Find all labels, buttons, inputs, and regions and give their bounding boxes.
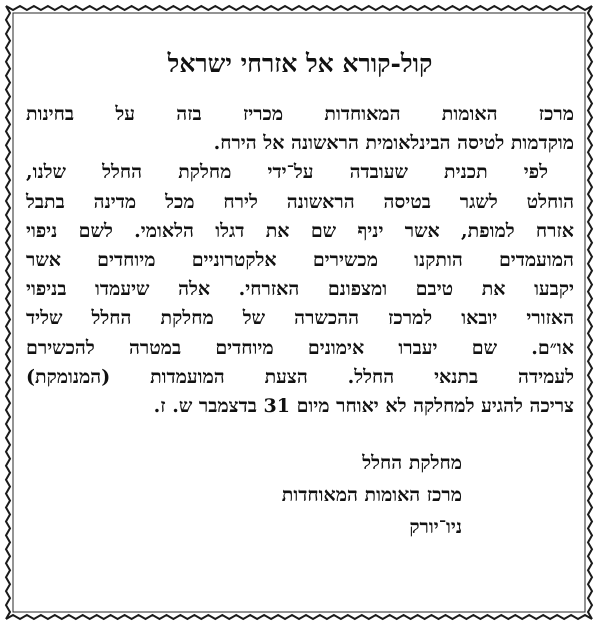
notice-body	[26, 100, 574, 421]
body-line: האזורי יובאו למרכז ההכשרה של מחלקת החלל שליד	[26, 307, 574, 330]
body-line: או״ם. שם יעברו אימונים מיוחדים במטרה להכשירם	[26, 336, 574, 359]
notice-title: קול-קורא אל אזרחי ישראל	[167, 49, 433, 78]
body-line: המועמדים הותקנו מכשירים אלקטרוניים מיוחדים אשר	[26, 248, 574, 271]
body-line: צריכה להגיע למחלקה לא יאוחר מיום 31 בדצמבר ש. ז.	[153, 394, 574, 417]
body-line: לפי תכנית שעובדה על־ידי מחלקת החלל שלנו,	[26, 161, 548, 184]
body-line: מוקדמות לטיסה הבינלאומית הראשונה אל הירח.	[213, 132, 574, 155]
signature-block	[26, 447, 574, 543]
notice-content	[26, 38, 574, 543]
body-line: יקבעו את טיבם ומצפונם האזרחי. אלה שיעמדו בניפוי	[26, 278, 574, 301]
body-line: הוחלט לשגר בטיסה הראשונה לירח מכל מדינה בתבל	[26, 190, 574, 213]
body-line: מרכז האומות המאוחדות מכריז בזה על בחינות	[26, 103, 574, 125]
signature-city: ניו־יורק	[409, 516, 462, 539]
signature-organization: מרכז האומות המאוחדות	[281, 484, 462, 507]
signature-department: מחלקת החלל	[362, 452, 462, 475]
body-line: אזרח למופת, אשר יניף שם את דגלו הלאומי. לשם ניפוי	[26, 219, 574, 242]
body-line: לעמידה בתנאי החלל. הצעת המועמדות (המנומקת)	[26, 365, 574, 388]
